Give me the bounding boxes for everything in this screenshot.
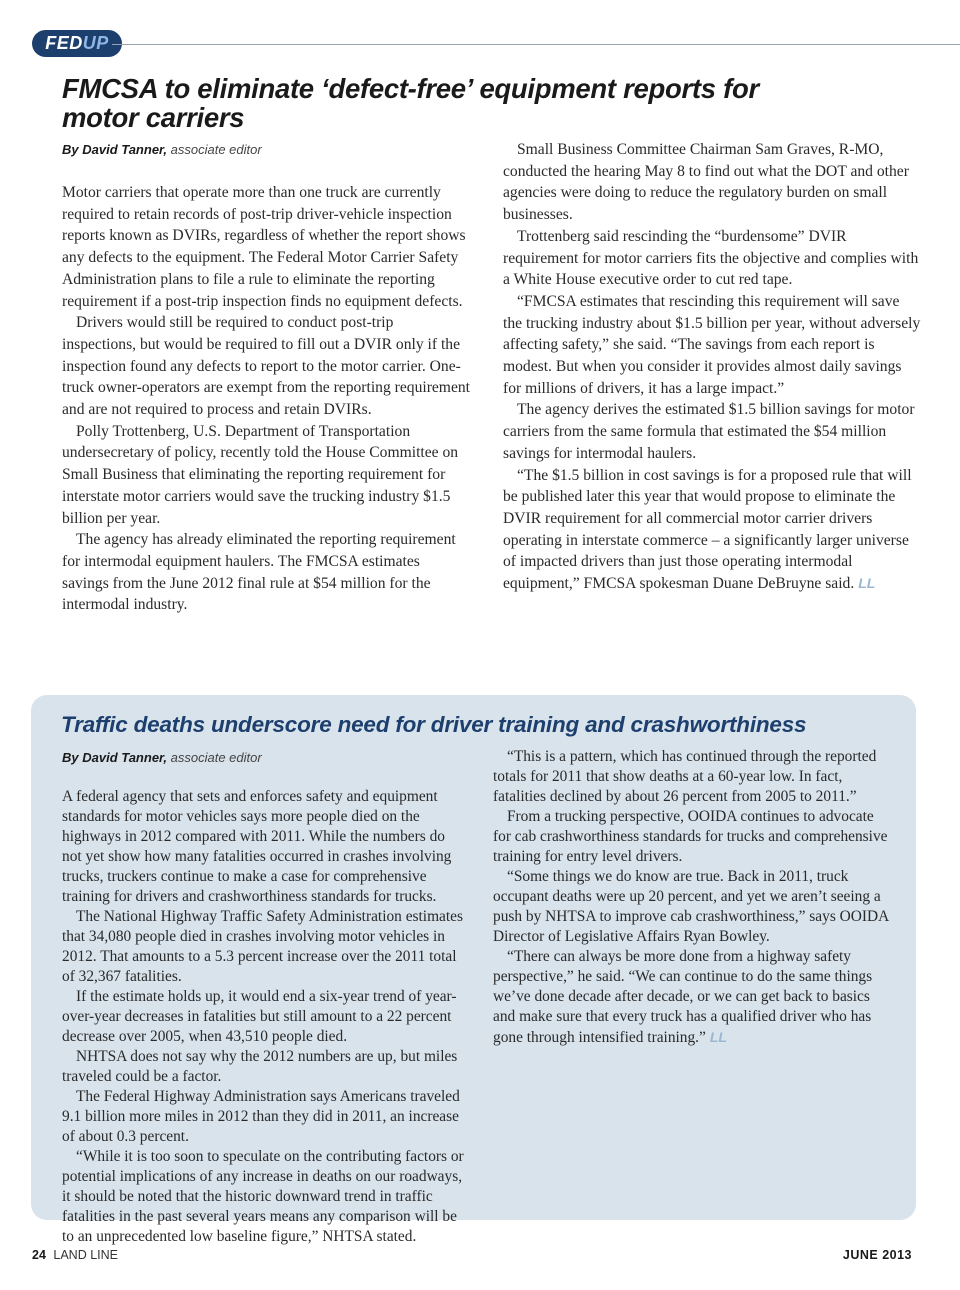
article2-paragraph-last (493, 947, 893, 1048)
article1-byline-name: By David Tanner, (62, 142, 167, 157)
page-number: 24 (32, 1248, 46, 1262)
article2-paragraph: The Federal Highway Administration says Americans traveled 9.1 billion more miles in 2012 than they did in 2011, an increase of about 0.3 percent. (62, 1088, 460, 1145)
article1-paragraph: Motor carriers that operate more than one truck are currently required to retain records of post-trip driver-vehicle inspection reports known as DVIRs, regardless of whether the report shows any defects to the equipment. The Federal Motor Carrier Safety Administration plans to file a rule to eliminate the reporting requirement if a post-trip inspection finds no equipment defects. (62, 184, 466, 310)
article1-column-right (503, 139, 921, 595)
article1-title: FMCSA to eliminate ‘defect-free’ equipment reports for motor carriers (62, 73, 759, 133)
article1-paragraph: Polly Trottenberg, U.S. Department of Transportation undersecretary of policy, recently told the House Committee on Small Business that eliminating the reporting requirement for interstate motor carriers would save the trucking industry $1.5 billion per year. (62, 422, 459, 527)
header-rule (112, 44, 960, 45)
article2-paragraph: “Some things we do know are true. Back in 2011, truck occupant deaths were up 20 percent, and yet we aren’t seeing a push by NHTSA to improve cab crashworthiness,” says OOIDA Director of Legislative Affairs Ryan Bowley. (493, 868, 889, 945)
section-header (32, 30, 960, 58)
article2-paragraph: If the estimate holds up, it would end a six-year trend of year-over-year decreases in fatalities but still amount to a 22 percent decrease over 2005, when 43,510 people died. (62, 988, 457, 1045)
article2-paragraph: NHTSA does not say why the 2012 numbers are up, but miles traveled could be a factor. (62, 1048, 458, 1085)
issue-date: JUNE 2013 (842, 1248, 912, 1262)
article1-paragraph: The agency has already eliminated the reporting requirement for intermodal equipment haulers. The FMCSA estimates savings from the June 2012 final rule at $54 million for the intermodal industry. (62, 531, 456, 614)
article1-paragraph: The agency derives the estimated $1.5 billion savings for motor carriers from the same formula that estimated the $54 million savings for intermodal haulers. (503, 401, 915, 462)
article2-column-right (493, 747, 893, 1048)
section-label-fed: FED (45, 33, 83, 53)
article2-column-left (62, 787, 466, 1247)
article1-paragraph: “The $1.5 billion in cost savings is for a proposed rule that will be published later this year that would propose to eliminate the DVIR requirement for all commercial motor carrier drivers operating in interstate commerce – a significantly larger universe of impacted drivers than just those operating intermodal equipment,” FMCSA spokesman Duane DeBruyne said. (503, 466, 912, 593)
article1-paragraph: Drivers would still be required to conduct post-trip inspections, but would be required to fill out a DVIR only if the inspection found any defects to report to the motor carrier. One-truck owner-operators are exempt from the reporting requirement and are not required to process and retain DVIRs. (62, 314, 470, 419)
article2-paragraph: “There can always be more done from a highway safety perspective,” he said. “We can continue to do the same things we’ve done decade after decade, or we can get back to basics and make sure that every truck has a qualified driver who has gone through intensified training.” (493, 948, 873, 1046)
article1-byline (62, 142, 262, 157)
article2-byline-name: By David Tanner, (62, 750, 167, 765)
publication-name: LAND LINE (53, 1248, 118, 1262)
article2-paragraph: “This is a pattern, which has continued through the reported totals for 2011 that show deaths at a 60-year low. In fact, fatalities declined by about 26 percent from 2005 to 2011.” (493, 748, 877, 805)
section-label-up: UP (82, 33, 109, 53)
article2-byline-role: associate editor (170, 750, 262, 765)
article1-end-mark: LL (858, 575, 876, 592)
page-footer-left (32, 1248, 118, 1262)
article1-column-left (62, 182, 470, 616)
article2-paragraph: “While it is too soon to speculate on the contributing factors or potential implications of any increase in deaths on our roadways, it should be noted that the historic downward trend in traffic fatalities in the past several years means any comparison will be to an unprecedented low baseline figure,” NHTSA stated. (62, 1148, 464, 1245)
article2-paragraph: The National Highway Traffic Safety Administration estimates that 34,080 people died in crashes involving motor vehicles in 2012. That amounts to a 5.3 percent increase over the 2011 total of 32,367 fatalities. (62, 908, 463, 985)
article1-paragraph-last (503, 465, 921, 595)
article2-byline (62, 750, 262, 765)
article1-paragraph: Trottenberg said rescinding the “burdensome” DVIR requirement for motor carriers fits the objective and complies with a White House executive order to cut red tape. (503, 227, 919, 289)
article2-end-mark: LL (709, 1029, 727, 1045)
article1-paragraph: Small Business Committee Chairman Sam Graves, R-MO, conducted the hearing May 8 to find out what the DOT and other agencies were doing to reduce the regulatory burden on small businesses. (503, 141, 909, 224)
article1-byline-role: associate editor (170, 142, 262, 157)
section-badge (32, 30, 122, 57)
article2-paragraph: A federal agency that sets and enforces safety and equipment standards for motor vehicles says more people died on the highways in 2012 compared with 2011. While the numbers do not yet show how many fatalities occurred in crashes involving trucks, truckers continue to make a case for comprehensive training for drivers and crashworthiness standards for trucks. (62, 788, 452, 905)
article1-paragraph: “FMCSA estimates that rescinding this requirement will save the trucking industry about $1.5 billion per year, without adversely affecting safety,” she said. “The savings from each report is modest. But when you consider it provides almost daily savings for millions of drivers, it has a large impact.” (503, 292, 921, 397)
article2-title: Traffic deaths underscore need for driver training and crashworthiness (61, 712, 807, 737)
article2-paragraph: From a trucking perspective, OOIDA continues to advocate for cab crashworthiness standards for trucks and comprehensive training for entry level drivers. (493, 808, 888, 865)
